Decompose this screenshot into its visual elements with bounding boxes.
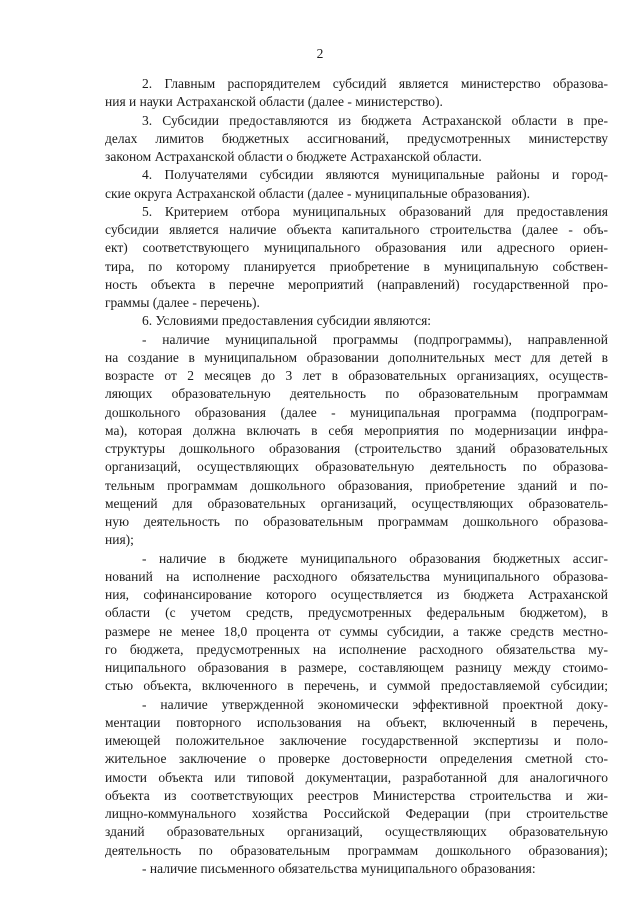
page-number: 2 bbox=[316, 46, 324, 61]
document-body bbox=[105, 75, 608, 878]
text-line: стью объекта, включенного в перечень, и суммой предоставляемой субсидии; bbox=[105, 678, 608, 694]
text-line: 4. Получателями субсидии являются муниципальные районы и город- bbox=[142, 167, 608, 183]
text-line: ляющих образовательную деятельность по образовательным программам bbox=[105, 386, 608, 402]
text-line: структуры дошкольного образования (строительство зданий образовательных bbox=[105, 441, 608, 456]
text-line: имости объекта или типовой документации, разработанной для аналогичного bbox=[105, 769, 608, 785]
text-line: ность объекта в перечне мероприятий (направлений) государственной про- bbox=[105, 276, 608, 292]
text-line: области (с учетом средств, предусмотренных федеральным бюджетом), в bbox=[105, 605, 608, 621]
text-line: лищно-коммунального хозяйства Российской Федерации (при строительстве bbox=[105, 806, 608, 821]
text-line: размере не менее 18,0 процента от суммы субсидии, а также средств местно- bbox=[105, 623, 608, 639]
text-line: на создание в муниципальном образовании дополнительных мест для детей в bbox=[105, 349, 608, 365]
text-line: тельным программам дошкольного образования, приобретение зданий и по- bbox=[105, 477, 608, 493]
text-line: ния и науки Астраханской области (далее - министерство). bbox=[105, 94, 443, 110]
text-line: зданий образовательных организаций, осуществляющих образовательную bbox=[105, 824, 608, 840]
text-line: возрасте от 2 месяцев до 3 лет в образовательных организациях, осуществ- bbox=[105, 368, 608, 383]
text-line: субсидии является наличие объекта капитального строительства (далее - объ- bbox=[105, 222, 608, 237]
text-line: - наличие письменного обязательства муниципального образования: bbox=[142, 860, 536, 876]
text-line: делах лимитов бюджетных ассигнований, предусмотренных министерству bbox=[105, 130, 608, 146]
text-line: мещений для образовательных организаций, осуществляющих образователь- bbox=[105, 495, 608, 511]
text-line: ную деятельность по образовательным программам дошкольного образова- bbox=[105, 514, 608, 529]
text-line: имеющей положительное заключение государственной экспертизы и поло- bbox=[105, 733, 608, 748]
text-line: 3. Субсидии предоставляются из бюджета Астраханской области в пре- bbox=[142, 112, 608, 128]
text-line: ма), которая должна включать в себя мероприятия по модернизации инфра- bbox=[105, 422, 608, 438]
text-line: ниципального образования в размере, составляющем разницу между стоимо- bbox=[105, 660, 608, 675]
text-line: нований на исполнение расходного обязательства муниципального образова- bbox=[105, 568, 608, 584]
text-line: жительное заключение о проверке достоверности определения сметной сто- bbox=[105, 751, 608, 767]
text-line: деятельность по образовательным программам дошкольного образования); bbox=[105, 842, 608, 858]
text-line: 6. Условиями предоставления субсидии являются: bbox=[142, 313, 432, 329]
text-line: ния); bbox=[105, 532, 134, 548]
text-line: ские округа Астраханской области (далее - муниципальные образования). bbox=[105, 185, 530, 201]
text-line: - наличие утвержденной экономически эффективной проектной доку- bbox=[142, 696, 608, 712]
text-line: тира, по которому планируется приобретение в муниципальную собствен- bbox=[105, 258, 608, 274]
text-line: 5. Критерием отбора муниципальных образований для предоставления bbox=[142, 203, 608, 219]
text-line: 2. Главным распорядителем субсидий является министерство образова- bbox=[142, 76, 608, 91]
text-line: ментации повторного использования на объект, включенный в перечень, bbox=[105, 714, 608, 730]
text-line: - наличие в бюджете муниципального образования бюджетных ассиг- bbox=[142, 550, 608, 566]
text-line: объекта из соответствующих реестров Министерства строительства и жи- bbox=[105, 787, 608, 803]
text-line: законом Астраханской области о бюджете Астраханской области. bbox=[105, 149, 482, 164]
text-line: организаций, осуществляющих образовательную деятельность по образова- bbox=[105, 459, 608, 475]
text-line: ния, софинансирование которого осуществляется из бюджета Астраханской bbox=[105, 587, 608, 602]
text-line: дошкольного образования (далее - муниципальная программа (подпрограм- bbox=[105, 404, 608, 420]
text-line: - наличие муниципальной программы (подпрограммы), направленной bbox=[142, 331, 608, 347]
text-line: ект) соответствующего муниципального образования или адресного ориен- bbox=[105, 240, 608, 256]
text-line: го бюджета, предусмотренных на исполнение расходного обязательства му- bbox=[105, 641, 608, 657]
text-line: граммы (далее - перечень). bbox=[105, 295, 260, 310]
